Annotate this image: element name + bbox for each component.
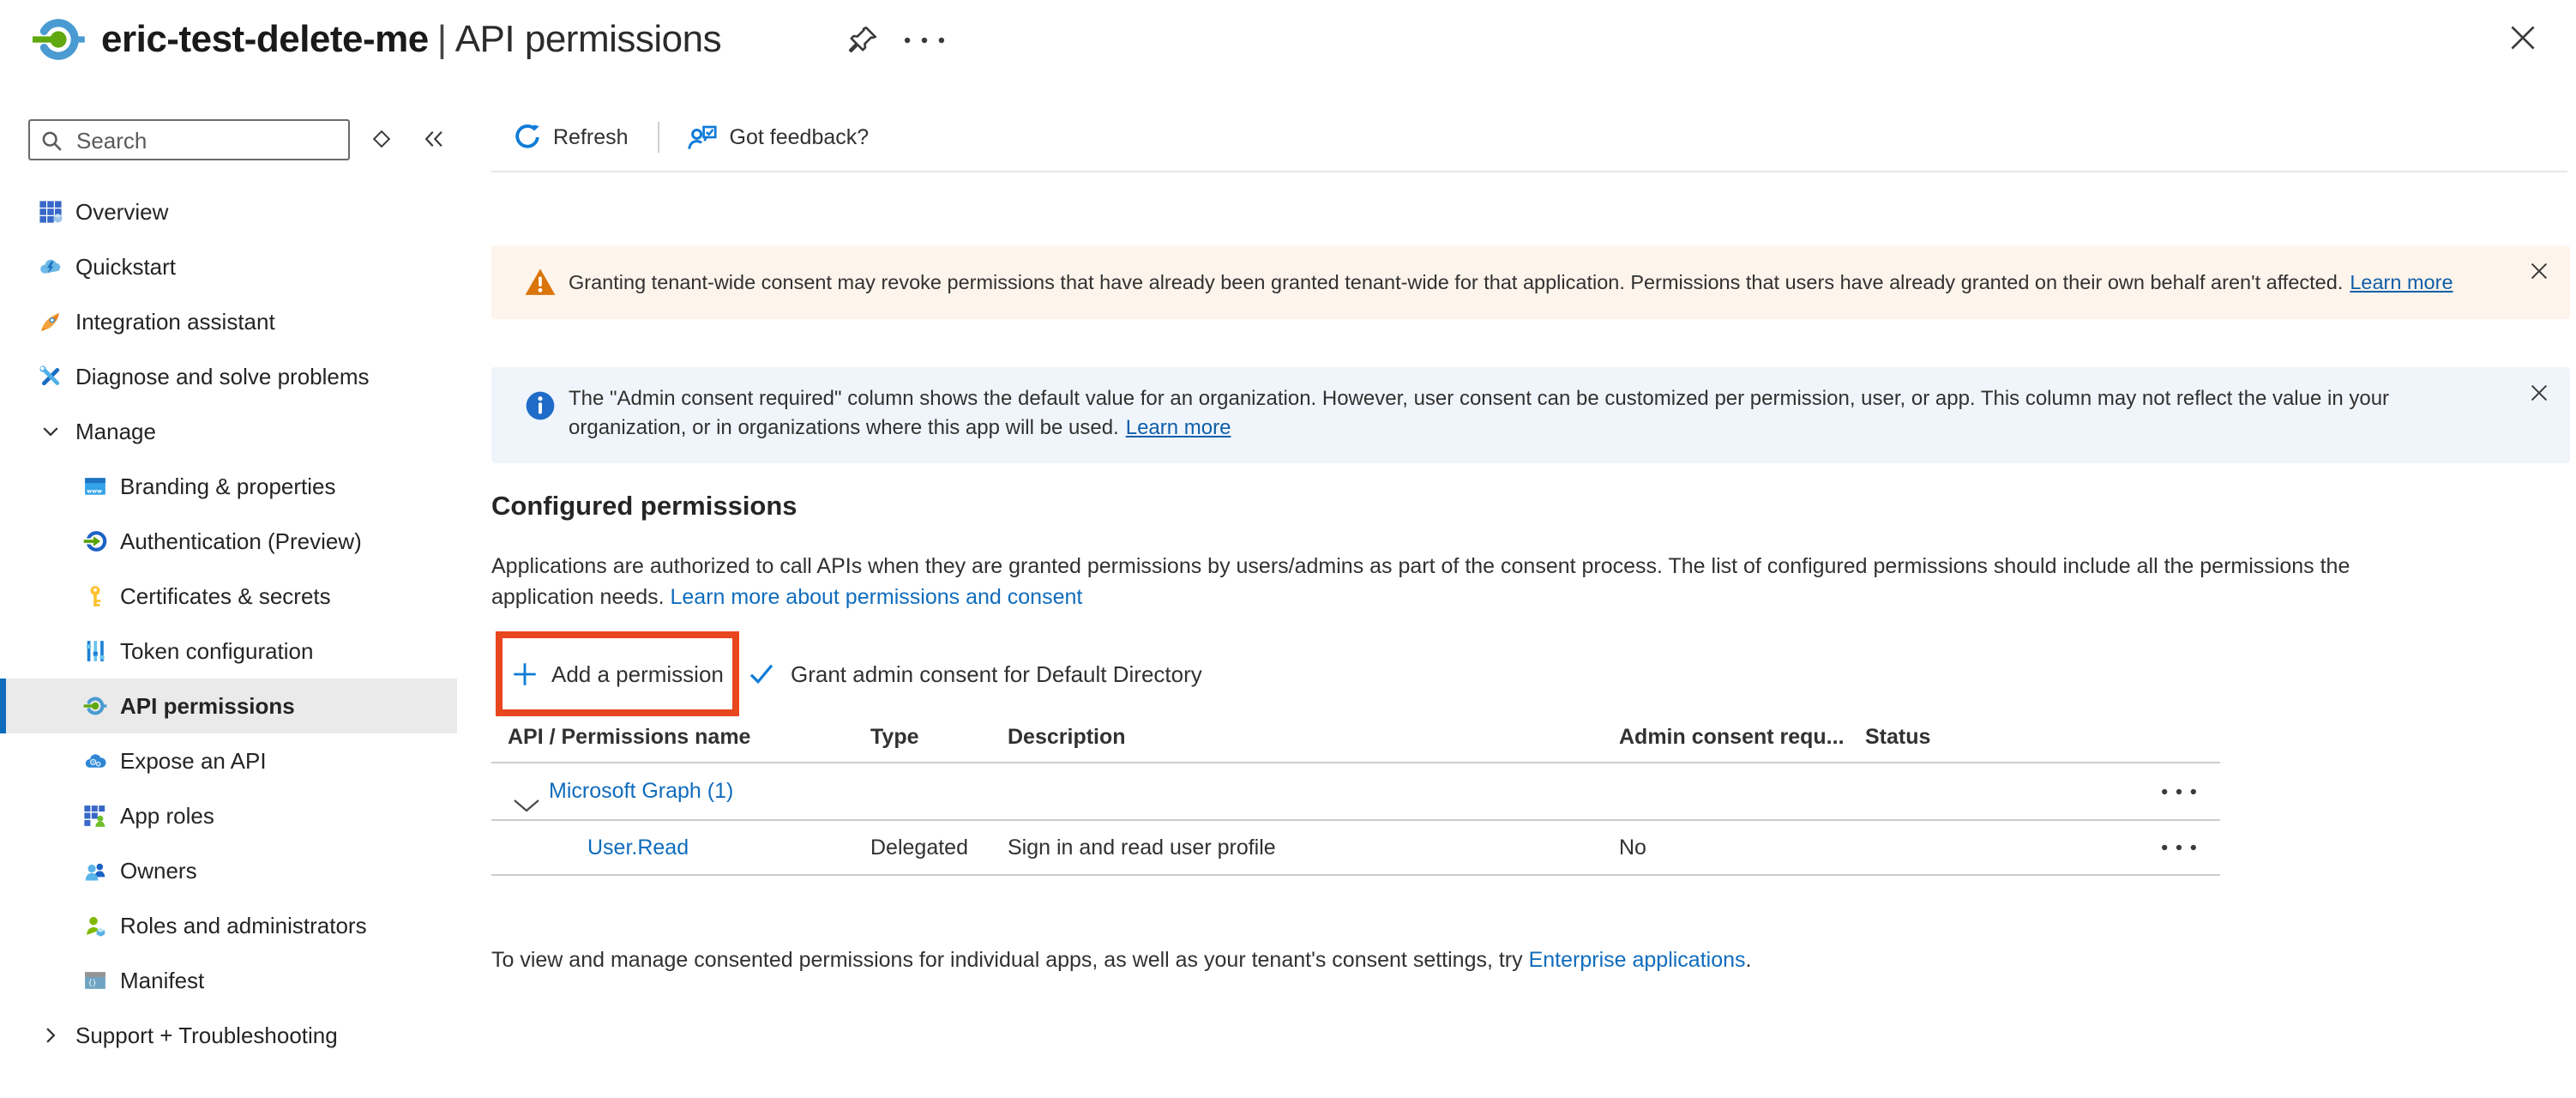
column-header-description: Description [1008, 725, 1126, 749]
sidebar-item-label: Manifest [120, 967, 205, 993]
sidebar-item-api-permissions[interactable] [0, 679, 457, 733]
sidebar-item-overview[interactable] [0, 184, 457, 239]
footer-suffix: . [1745, 948, 1752, 972]
sidebar-item-manifest[interactable] [0, 953, 457, 1008]
microsoft-graph-link[interactable]: Microsoft Graph (1) [549, 779, 734, 803]
sidebar-item-label: Manage [75, 418, 156, 444]
add-permission-button[interactable] [512, 652, 724, 697]
search-box [28, 119, 350, 160]
sidebar-section-support[interactable] [0, 1008, 457, 1063]
check-icon [748, 661, 775, 688]
cell-description: Sign in and read user profile [1008, 836, 1276, 860]
blade-header [31, 12, 721, 67]
sidebar-item-label: Owners [120, 857, 197, 884]
sidebar-item-label: Authentication (Preview) [120, 528, 362, 554]
sidebar-item-branding[interactable] [0, 459, 457, 514]
sidebar-item-owners[interactable] [0, 843, 457, 898]
permissions-consent-link[interactable]: Learn more about permissions and consent [670, 585, 1083, 609]
sidebar-item-label: Diagnose and solve problems [75, 363, 370, 389]
info-banner-close-icon[interactable] [2524, 377, 2555, 408]
grant-admin-consent-label: Grant admin consent for Default Directory [791, 661, 1202, 687]
collapse-sidebar-icon[interactable] [422, 128, 446, 154]
warning-banner-text-row [569, 245, 2453, 319]
feedback-label: Got feedback? [729, 124, 870, 149]
search-icon [40, 130, 64, 158]
warning-banner [491, 245, 2570, 319]
grant-admin-consent-button[interactable] [748, 652, 1202, 697]
info-circle-icon [524, 389, 557, 422]
sidebar-item-label: Roles and administrators [120, 912, 367, 938]
info-banner-text-row [569, 384, 2485, 443]
enterprise-applications-link[interactable]: Enterprise applications [1528, 948, 1746, 972]
overview-icon [39, 200, 63, 224]
column-header-admin-consent: Admin consent requ... [1619, 725, 1845, 749]
command-bar [491, 113, 869, 161]
roles-admin-icon [83, 914, 107, 938]
svg-text:{}: {} [87, 978, 97, 987]
feedback-button[interactable] [687, 124, 870, 151]
pin-blade-icon[interactable] [845, 22, 881, 58]
sidebar-item-token-configuration[interactable] [0, 624, 457, 679]
page-title-section: API permissions [454, 18, 722, 60]
column-header-api-name: API / Permissions name [508, 725, 751, 749]
footer-note [491, 944, 1751, 976]
sidebar-item-integration-assistant[interactable] [0, 294, 457, 349]
more-options-icon[interactable] [902, 27, 948, 53]
sidebar-item-label: App roles [120, 802, 214, 829]
user-read-link[interactable]: User.Read [587, 836, 689, 860]
configured-permissions-heading: Configured permissions [491, 491, 797, 521]
table-row-microsoft-graph [491, 763, 2220, 821]
row-more-options-icon[interactable] [2160, 821, 2212, 874]
refresh-icon [514, 124, 541, 151]
sidebar-item-certificates[interactable] [0, 569, 457, 624]
quickstart-icon [39, 255, 63, 279]
sidebar-item-quickstart[interactable] [0, 239, 457, 294]
table-header-row [491, 712, 2220, 763]
chevron-down-icon [39, 419, 63, 443]
browser-window-icon [83, 474, 107, 498]
row-more-options-icon[interactable] [2160, 763, 2212, 819]
sidebar-nav [0, 184, 457, 1063]
sidebar-item-label: Quickstart [75, 253, 177, 280]
api-permissions-icon [83, 694, 107, 718]
sidebar-item-label: Integration assistant [75, 308, 275, 335]
owners-people-icon [83, 859, 107, 883]
permissions-table [491, 712, 2220, 876]
sidebar-item-expose-api[interactable] [0, 733, 457, 788]
cell-type: Delegated [870, 836, 968, 860]
cloud-gears-icon [83, 749, 107, 773]
page-title [101, 18, 721, 61]
manifest-code-icon [83, 968, 107, 992]
cell-admin-consent: No [1619, 836, 1646, 860]
search-input[interactable] [75, 121, 344, 160]
sliders-icon [83, 639, 107, 663]
sidebar-item-label: Certificates & secrets [120, 582, 331, 609]
sidebar [0, 107, 457, 1063]
chevron-right-icon [39, 1023, 63, 1047]
reorder-icon[interactable] [370, 128, 393, 154]
troubleshoot-tools-icon [39, 365, 63, 389]
column-header-type: Type [870, 725, 919, 749]
svg-text:www: www [87, 487, 103, 495]
sidebar-item-label: Overview [75, 198, 169, 225]
page-title-app-name: eric-test-delete-me [101, 18, 429, 60]
sidebar-item-roles-administrators[interactable] [0, 898, 457, 953]
sidebar-section-manage[interactable] [0, 404, 457, 459]
footer-text: To view and manage consented permissions for individual apps, as well as your tenant's consent settings, try [491, 948, 1523, 972]
feedback-icon [687, 124, 718, 151]
sidebar-item-authentication[interactable] [0, 514, 457, 569]
sidebar-item-app-roles[interactable] [0, 788, 457, 843]
key-icon [83, 584, 107, 608]
configured-permissions-description [491, 551, 2417, 612]
app-registration-icon [31, 12, 86, 67]
sidebar-item-label: Support + Troubleshooting [75, 1022, 338, 1048]
sign-in-arrow-icon [83, 529, 107, 553]
info-learn-more-link[interactable]: Learn more [1125, 416, 1231, 439]
sidebar-item-label: Token configuration [120, 637, 314, 664]
page-title-separator: | [436, 18, 447, 60]
warning-learn-more-link[interactable]: Learn more [2350, 271, 2453, 293]
plus-icon [512, 661, 538, 687]
command-bar-divider [658, 122, 659, 153]
description-text: Applications are authorized to call APIs when they are granted permissions by users/admins as part of the consent process. The list of configured permissions should include all the permissions the application needs. [491, 554, 2350, 609]
add-permission-label: Add a permission [551, 661, 724, 687]
sidebar-search-row [0, 119, 457, 172]
app-roles-icon [83, 804, 107, 828]
info-banner-text: The "Admin consent required" column shows the default value for an organization. However, user consent can be customized per permission, user, or app. This column may not reflect the value in your organization, or in organizations where this app will be used. [569, 387, 2390, 439]
refresh-label: Refresh [553, 124, 629, 149]
warning-triangle-icon [524, 266, 557, 299]
sidebar-item-label: Branding & properties [120, 473, 336, 499]
column-header-status: Status [1865, 725, 1931, 749]
close-blade-icon[interactable] [2506, 21, 2540, 55]
rocket-icon [39, 310, 63, 334]
table-row-user-read [491, 821, 2220, 876]
command-bar-rule [491, 171, 2567, 172]
sidebar-item-label: Expose an API [120, 747, 267, 774]
warning-banner-text: Granting tenant-wide consent may revoke permissions that have already been granted tenant-wide for that application. Permissions that users have already granted on their own behalf aren't affected. [569, 271, 2344, 293]
warning-banner-close-icon[interactable] [2524, 256, 2555, 287]
refresh-button[interactable] [514, 124, 629, 151]
sidebar-item-diagnose[interactable] [0, 349, 457, 404]
info-banner [491, 367, 2570, 463]
sidebar-item-label: API permissions [120, 692, 295, 719]
